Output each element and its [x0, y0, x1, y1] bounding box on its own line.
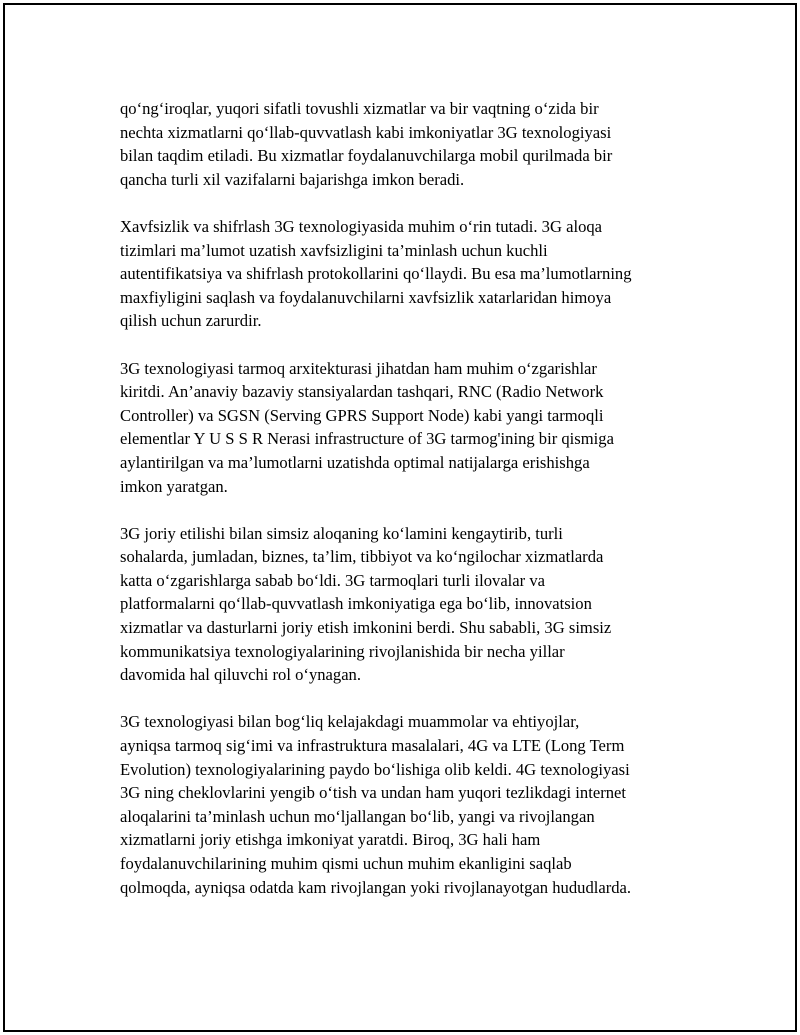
paragraph-2: Xavfsizlik va shifrlash 3G texnologiyasida muhim o‘rin tutadi. 3G aloqa tizimlari ma’lumot uzatish xavfsizligini ta’minlash uchun kuchli autentifikatsiya va shifrlash protokollarini qo‘llaydi. Bu esa ma’lumotlarning maxfiyligini saqlash va foydalanuvchilarni xavfsizlik xatarlaridan himoya qilish uchun zarurdir.	[120, 216, 632, 331]
paragraph-3: 3G texnologiyasi tarmoq arxitekturasi jihatdan ham muhim o‘zgarishlar kiritdi. An’anaviy bazaviy stansiyalardan tashqari, RNC (Radio Network Controller) va SGSN (Serving GPRS Support Node) kabi yangi tarmoqli elementlar Y U S S R Nerasi infrastructure of 3G tarmog'ining bir qismiga aylantirilgan va ma’lumotlarni uzatishda optimal natijalarga erishishga imkon yaratgan.	[120, 358, 614, 496]
paragraph-5: 3G texnologiyasi bilan bog‘liq kelajakdagi muammolar va ehtiyojlar, ayniqsa tarmoq sig‘imi va infrastruktura masalalari, 4G va LTE (Long Term Evolution) texnologiyalarining paydo bo‘lishiga olib keldi. 4G texnologiyasi 3G ning cheklovlarini yengib o‘tish va undan ham yuqori tezlikdagi internet aloqalarini ta’minlash uchun mo‘ljallangan bo‘lib, yangi va rivojlangan xizmatlarni joriy etishga imkoniyat yaratdi. Biroq, 3G hali ham foydalanuvchilarining muhim qismi uchun muhim ekanligini saqlab qolmoqda, ayniqsa odatda kam rivojlangan yoki rivojlanayotgan hududlarda.	[120, 712, 632, 897]
paragraph-1: qo‘ng‘iroqlar, yuqori sifatli tovushli xizmatlar va bir vaqtning o‘zida bir nechta xizmatlarni qo‘llab-quvvatlash kabi imkoniyatlar 3G texnologiyasi bilan taqdim etiladi. Bu xizmatlar foydalanuvchilarga mobil qurilmada bir qancha turli xil vazifalarni bajarishga imkon beradi.	[120, 99, 613, 189]
document-body	[120, 97, 720, 923]
paragraph-4: 3G joriy etilishi bilan simsiz aloqaning ko‘lamini kengaytirib, turli sohalarda, jumladan, biznes, ta’lim, tibbiyot va ko‘ngilochar xizmatlarda katta o‘zgarishlarga sabab bo‘ldi. 3G tarmoqlari turli ilovalar va platformalarni qo‘llab-quvvatlash imkoniyatiga ega bo‘lib, innovatsion xizmatlar va dasturlarni joriy etish imkonini berdi. Shu sababli, 3G simsiz kommunikatsiya texnologiyalarining rivojlanishida bir necha yillar davomida hal qiluvchi rol o‘ynagan.	[120, 523, 612, 685]
document-page	[3, 3, 797, 1032]
